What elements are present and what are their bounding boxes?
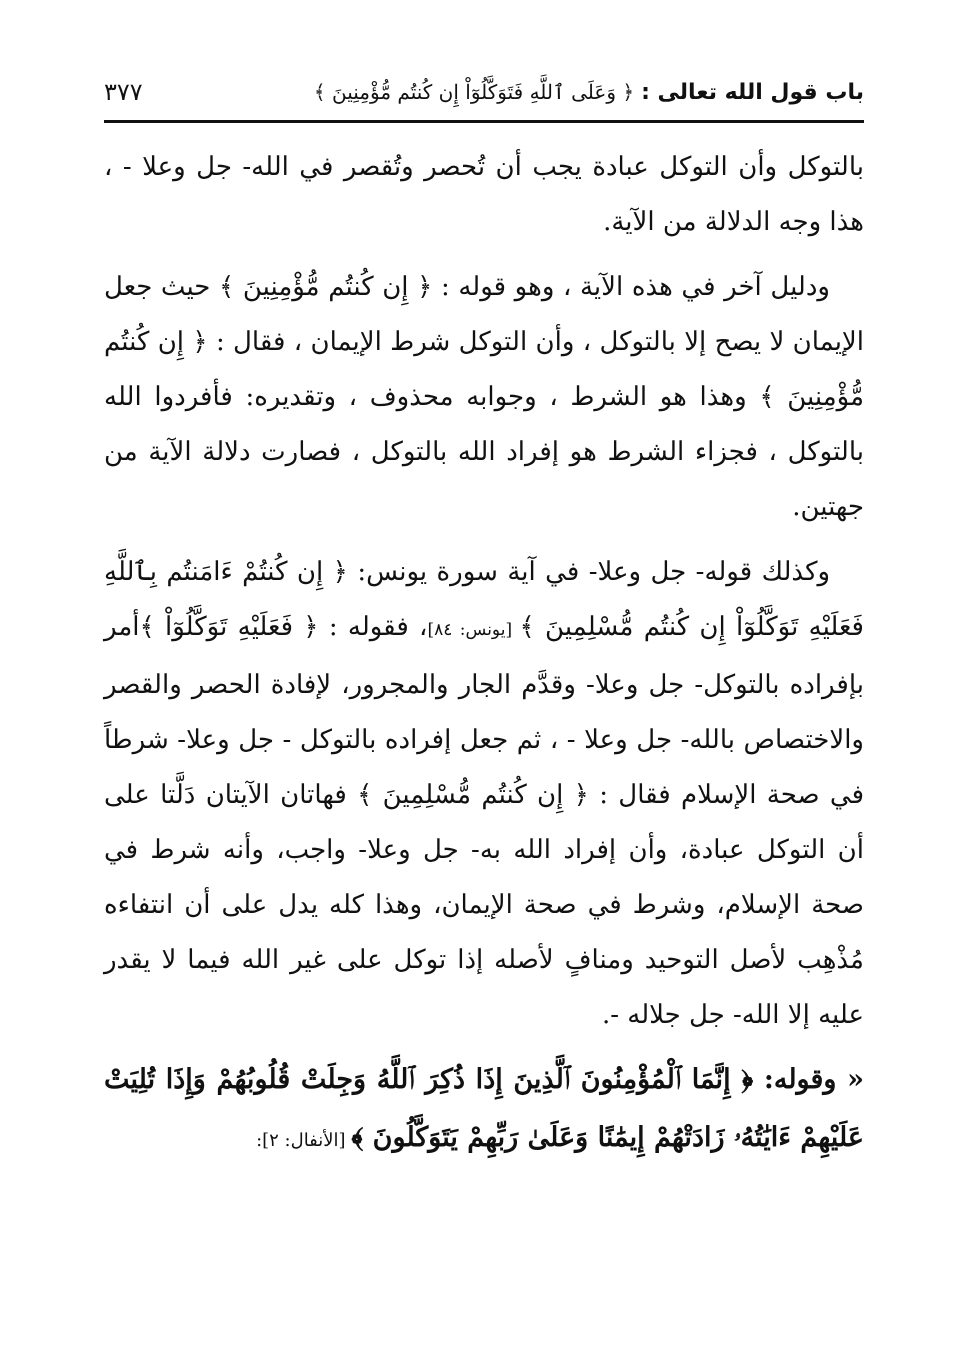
paragraph-text: فهاتان الآيتان دَلَّتا على أن التوكل عبادة، وأن إفراد الله به- جل وعلا- واجب، وأنه شرط في صحة الإسلام، وشرط في صحة الإيمان، وهذا كله يدل على أن انتفاءه مُذْهِب لأصل التوحيد ومنافٍ لأصله إذا توكل على غير الله فيما لا يقدر عليه إلا الله- جل جلاله -. <box>104 780 864 1030</box>
running-header <box>104 72 864 112</box>
quote-label: « وقوله: <box>763 1064 864 1095</box>
paragraph-1 <box>104 140 864 250</box>
paragraph-text: ودليل آخر في هذه الآية ، وهو قوله : <box>432 272 830 302</box>
quran-quote: ﴿ إِن كُنتُم مُّؤْمِنِينَ ﴾ <box>218 272 433 302</box>
chapter-title <box>314 80 864 105</box>
page-body <box>104 140 864 1197</box>
quran-quote: ﴿ إِن كُنتُمْ ءَامَنتُم بِٱللَّهِ فَعَلَيْهِ تَوَكَّلُوٓاْ إِن كُنتُم مُّسْلِمِينَ ﴾ <box>104 557 864 642</box>
quran-quote: ﴿ إِن كُنتُم مُّؤْمِنِينَ ﴾ <box>104 327 864 412</box>
paragraph-3 <box>104 545 864 1043</box>
paragraph-text: ، فقوله : <box>318 612 428 642</box>
quran-quote: ﴿ فَعَلَيْهِ تَوَكَّلُوٓاْ ﴾ <box>139 612 319 642</box>
paragraph-text: بالتوكل وأن التوكل عبادة يجب أن تُحصر وتُقصر في الله- جل وعلا - ، هذا وجه الدلالة من الآية. <box>104 152 864 237</box>
paragraph-2 <box>104 260 864 535</box>
paragraph-text: وهذا هو الشرط ، وجوابه محذوف ، وتقديره: فأفردوا الله بالتوكل ، فجزاء الشرط هو إفراد الله بالتوكل ، فصارت دلالة الآية من جهتين. <box>104 382 864 522</box>
quran-quote: ﴿ إِنَّمَا ٱلْمُؤْمِنُونَ ٱلَّذِينَ إِذَا ذُكِرَ ٱللَّهُ وَجِلَتْ قُلُوبُهُمْ وَإِذَا تُلِيَتْ عَلَيْهِمْ ءَايَٰتُهُۥ زَادَتْهُمْ إِيمَٰنًا وَعَلَىٰ رَبِّهِمْ يَتَوَكَّلُونَ ﴾ <box>104 1064 864 1153</box>
paragraph-text: وكذلك قوله- جل وعلا- في آية سورة يونس: <box>347 557 830 587</box>
chapter-label: باب قول الله تعالى : <box>641 79 864 105</box>
final-verse-heading <box>104 1051 864 1170</box>
chapter-verse: ﴿ وَعَلَى ٱللَّهِ فَتَوَكَّلُوٓاْ إِن كُنتُم مُّؤْمِنِينَ ﴾ <box>313 79 635 104</box>
verse-reference: [الأنفال: ٢]: <box>256 1130 352 1151</box>
paragraph-text: أمر بإفراده بالتوكل- جل وعلا- وقدَّم الجار والمجرور، لإفادة الحصر والقصر والاختصاص بالله- جل وعلا - ، ثم جعل إفراده بالتوكل - جل وعلا- شرطاً في صحة الإسلام فقال : <box>104 612 864 810</box>
header-divider <box>104 120 864 123</box>
paragraph-text: حيث جعل الإيمان لا يصح إلا بالتوكل ، وأن التوكل شرط الإيمان ، فقال : <box>104 272 864 357</box>
quran-quote: ﴿ إِن كُنتُم مُّسْلِمِينَ ﴾ <box>357 780 589 810</box>
page-number: ٣٧٧ <box>104 78 143 106</box>
verse-reference: [يونس: ٨٤] <box>427 620 520 640</box>
